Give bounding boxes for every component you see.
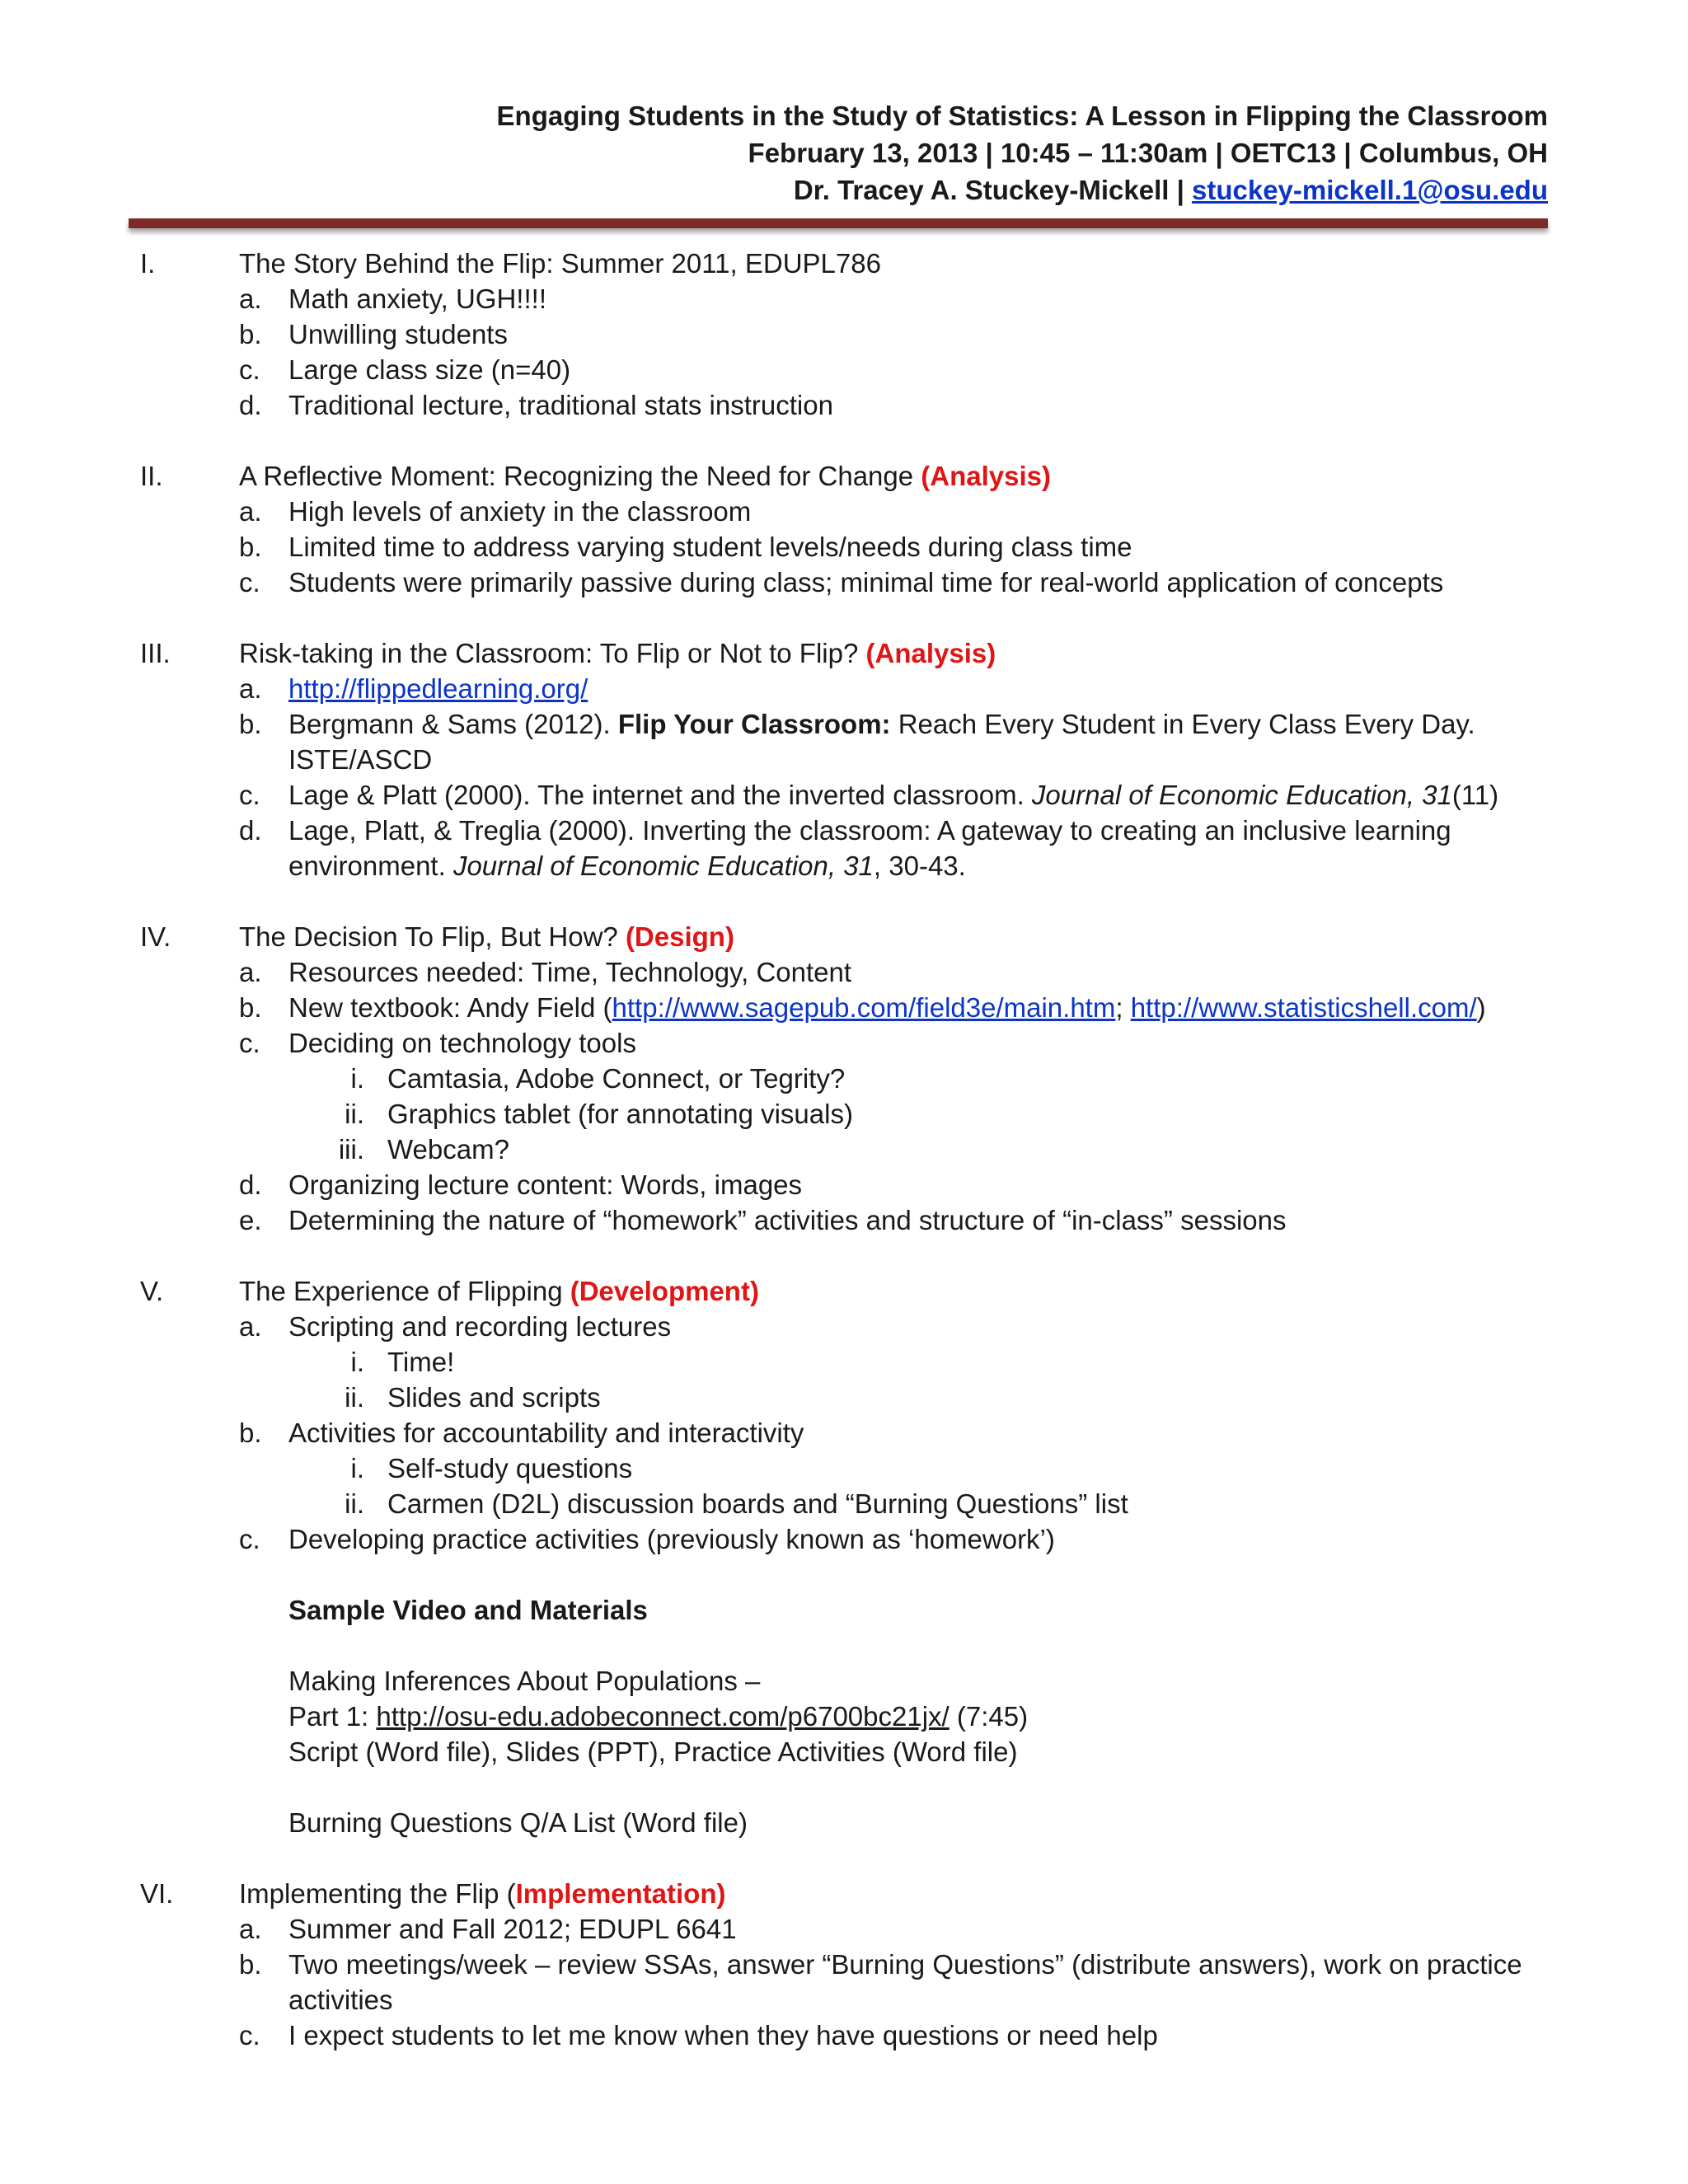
flippedlearning-link[interactable]: http://flippedlearning.org/ <box>288 673 588 704</box>
item-text-part: ) <box>1476 992 1486 1023</box>
phase-tag: (Analysis) <box>865 638 996 668</box>
sample-row <box>0 1699 1688 1734</box>
sub-list-item <box>0 1132 1688 1167</box>
list-item <box>0 1521 1688 1557</box>
citation-text: Lage, Platt, & Treglia (2000). Inverting the classroom: A gateway to creating an inclusive learning environment. <box>288 815 1451 881</box>
sub-item-text: Time! <box>387 1347 455 1377</box>
spacer <box>0 600 1688 635</box>
sample-video-part1 <box>288 1699 1564 1734</box>
sample-row <box>0 1805 1688 1840</box>
citation-text: , 30-43. <box>873 851 966 881</box>
citation-text: (11) <box>1451 780 1499 810</box>
sub-list-item <box>0 1096 1688 1132</box>
item-text <box>288 671 1564 706</box>
item-text <box>288 777 1564 813</box>
section-5-heading <box>0 1273 1688 1309</box>
item-letter: c. <box>239 354 260 385</box>
sub-item-text: Camtasia, Adobe Connect, or Tegrity? <box>387 1063 846 1094</box>
item-text: High levels of anxiety in the classroom <box>288 496 752 527</box>
video-duration: (7:45) <box>949 1701 1029 1732</box>
list-item <box>0 990 1688 1025</box>
sub-item-number: ii. <box>345 1382 364 1413</box>
sub-item-number: i. <box>350 1347 364 1377</box>
item-text: Determining the nature of “homework” activities and structure of “in-class” sessions <box>288 1205 1287 1235</box>
citation-book-title: Flip Your Classroom: <box>617 709 891 739</box>
section-number: VI. <box>140 1878 174 1909</box>
statisticshell-link[interactable]: http://www.statisticshell.com/ <box>1130 992 1477 1023</box>
list-item <box>0 565 1688 600</box>
item-letter: d. <box>239 390 262 420</box>
item-text: Organizing lecture content: Words, images <box>288 1169 803 1200</box>
list-item <box>0 1202 1688 1238</box>
item-text: Resources needed: Time, Technology, Content <box>288 957 852 987</box>
event-date-line: February 13, 2013 | 10:45 – 11:30am | OETC13 | Columbus, OH <box>748 138 1548 168</box>
citation-text: Bergmann & Sams (2012). <box>288 709 618 739</box>
sub-item-text: Carmen (D2L) discussion boards and “Burning Questions” list <box>387 1488 1128 1519</box>
item-letter: c. <box>239 1524 260 1554</box>
list-item <box>0 1911 1688 1947</box>
item-letter: b. <box>239 992 262 1023</box>
sample-row <box>0 1663 1688 1699</box>
section-number: III. <box>140 638 171 668</box>
section-4-heading <box>0 919 1688 954</box>
list-item <box>0 1309 1688 1344</box>
part-label: Part 1: <box>288 1701 377 1732</box>
sub-item-text: Webcam? <box>387 1134 509 1165</box>
section-2-heading <box>0 458 1688 494</box>
item-text: Two meetings/week – review SSAs, answer “Burning Questions” (distribute answers), work on practice activities <box>288 1949 1522 2015</box>
section-title <box>239 635 1564 671</box>
item-letter: b. <box>239 1949 262 1980</box>
document-title: Engaging Students in the Study of Statistics: A Lesson in Flipping the Classroom <box>496 101 1548 131</box>
section-number: V. <box>140 1276 164 1306</box>
section-title <box>239 1876 1564 1911</box>
spacer <box>0 1769 1688 1805</box>
item-text: I expect students to let me know when they have questions or need help <box>288 2020 1158 2050</box>
item-letter: c. <box>239 567 260 598</box>
section-title <box>239 458 1564 494</box>
item-letter: d. <box>239 815 262 846</box>
section-6-heading <box>0 1876 1688 1911</box>
item-letter: c. <box>239 1028 260 1058</box>
item-text: Limited time to address varying student levels/needs during class time <box>288 532 1132 562</box>
section-title: The Story Behind the Flip: Summer 2011, EDUPL786 <box>239 248 881 279</box>
header-divider <box>129 218 1548 228</box>
item-letter: a. <box>239 284 262 314</box>
phase-tag: (Design) <box>625 921 734 952</box>
sample-materials-heading: Sample Video and Materials <box>288 1595 648 1625</box>
item-text: Developing practice activities (previously known as ‘homework’) <box>288 1524 1055 1554</box>
spacer <box>0 1557 1688 1592</box>
section-title-text: A Reflective Moment: Recognizing the Need for Change <box>239 461 921 491</box>
sub-list-item <box>0 1061 1688 1096</box>
list-item <box>0 281 1688 316</box>
item-text <box>288 990 1564 1025</box>
spacer <box>0 1238 1688 1273</box>
item-letter: b. <box>239 709 262 739</box>
author-email-link[interactable]: stuckey-mickell.1@osu.edu <box>1191 175 1548 205</box>
sample-heading-row <box>0 1592 1688 1628</box>
item-letter: d. <box>239 1169 262 1200</box>
list-item <box>0 1167 1688 1202</box>
item-letter: c. <box>239 2020 260 2050</box>
adobeconnect-video-link[interactable]: http://osu-edu.adobeconnect.com/p6700bc21jx/ <box>376 1701 950 1732</box>
spacer <box>0 1628 1688 1663</box>
sub-list-item <box>0 1344 1688 1380</box>
section-number: IV. <box>140 921 171 952</box>
burning-questions-file: Burning Questions Q/A List (Word file) <box>288 1807 748 1838</box>
list-item <box>0 777 1688 813</box>
section-title-text: The Experience of Flipping <box>239 1276 570 1306</box>
item-text-part: New textbook: Andy Field ( <box>288 992 612 1023</box>
section-number: II. <box>140 461 163 491</box>
list-item <box>0 954 1688 990</box>
section-title <box>239 919 1564 954</box>
item-text: Math anxiety, UGH!!!! <box>288 284 546 314</box>
item-text: Traditional lecture, traditional stats instruction <box>288 390 833 420</box>
item-text: Unwilling students <box>288 319 508 349</box>
citation-journal: Journal of Economic Education, 31 <box>1031 780 1452 810</box>
sub-item-number: i. <box>350 1453 364 1483</box>
sub-item-number: ii. <box>345 1099 364 1129</box>
section-1-heading <box>0 246 1688 281</box>
item-letter: b. <box>239 532 262 562</box>
spacer <box>0 423 1688 458</box>
citation-text: Reach Every Student in Every Class Every Day. ISTE/ASCD <box>288 709 1475 775</box>
section-title-text: Implementing the Flip ( <box>239 1878 516 1909</box>
citation-text: Lage & Platt (2000). The internet and the inverted classroom. <box>288 780 1032 810</box>
document-header <box>497 97 1548 209</box>
list-item <box>0 671 1688 706</box>
author-name: Dr. Tracey A. Stuckey-Mickell | <box>793 175 1192 205</box>
item-letter: a. <box>239 1914 262 1944</box>
item-letter: e. <box>239 1205 262 1235</box>
phase-tag: (Development) <box>570 1276 759 1306</box>
list-item <box>0 529 1688 565</box>
item-text <box>288 813 1564 883</box>
spacer <box>0 883 1688 919</box>
sagepub-link[interactable]: http://www.sagepub.com/field3e/main.htm <box>612 992 1116 1023</box>
item-text: Deciding on technology tools <box>288 1028 636 1058</box>
list-item <box>0 1415 1688 1451</box>
item-letter: a. <box>239 1311 262 1342</box>
sub-item-text: Graphics tablet (for annotating visuals) <box>387 1099 853 1129</box>
list-item <box>0 494 1688 529</box>
list-item <box>0 316 1688 352</box>
item-text: Summer and Fall 2012; EDUPL 6641 <box>288 1914 737 1944</box>
section-title-text: Risk-taking in the Classroom: To Flip or Not to Flip? <box>239 638 866 668</box>
sub-item-text: Slides and scripts <box>387 1382 601 1413</box>
sub-item-number: iii. <box>338 1134 364 1165</box>
sub-list-item <box>0 1380 1688 1415</box>
list-item <box>0 1947 1688 2018</box>
phase-tag: (Analysis) <box>921 461 1052 491</box>
item-text-part: ; <box>1115 992 1131 1023</box>
list-item <box>0 352 1688 387</box>
sample-files-list: Script (Word file), Slides (PPT), Practice Activities (Word file) <box>288 1736 1018 1767</box>
sub-list-item <box>0 1486 1688 1521</box>
list-item <box>0 813 1688 883</box>
outline <box>0 246 1688 2053</box>
section-title <box>239 1273 1564 1309</box>
item-letter: a. <box>239 957 262 987</box>
list-item <box>0 387 1688 423</box>
sub-item-number: i. <box>350 1063 364 1094</box>
section-3-heading <box>0 635 1688 671</box>
spacer <box>0 1840 1688 1876</box>
item-letter: c. <box>239 780 260 810</box>
item-letter: b. <box>239 319 262 349</box>
list-item <box>0 2018 1688 2053</box>
item-letter: b. <box>239 1418 262 1448</box>
item-text <box>288 706 1564 777</box>
citation-journal: Journal of Economic Education, 31 <box>452 851 874 881</box>
sample-row <box>0 1734 1688 1769</box>
item-letter: a. <box>239 496 262 527</box>
list-item <box>0 706 1688 777</box>
item-letter: a. <box>239 673 262 704</box>
list-item <box>0 1025 1688 1061</box>
item-text: Large class size (n=40) <box>288 354 571 385</box>
section-title-text: The Decision To Flip, But How? <box>239 921 626 952</box>
sample-video-title: Making Inferences About Populations – <box>288 1666 761 1696</box>
sub-item-number: ii. <box>345 1488 364 1519</box>
sub-item-text: Self-study questions <box>387 1453 633 1483</box>
item-text: Scripting and recording lectures <box>288 1311 672 1342</box>
sub-list-item <box>0 1451 1688 1486</box>
author-line <box>497 171 1548 209</box>
item-text: Students were primarily passive during class; minimal time for real-world application of concepts <box>288 567 1444 598</box>
section-number: I. <box>140 248 156 279</box>
phase-tag: Implementation) <box>515 1878 726 1909</box>
item-text: Activities for accountability and interactivity <box>288 1418 804 1448</box>
